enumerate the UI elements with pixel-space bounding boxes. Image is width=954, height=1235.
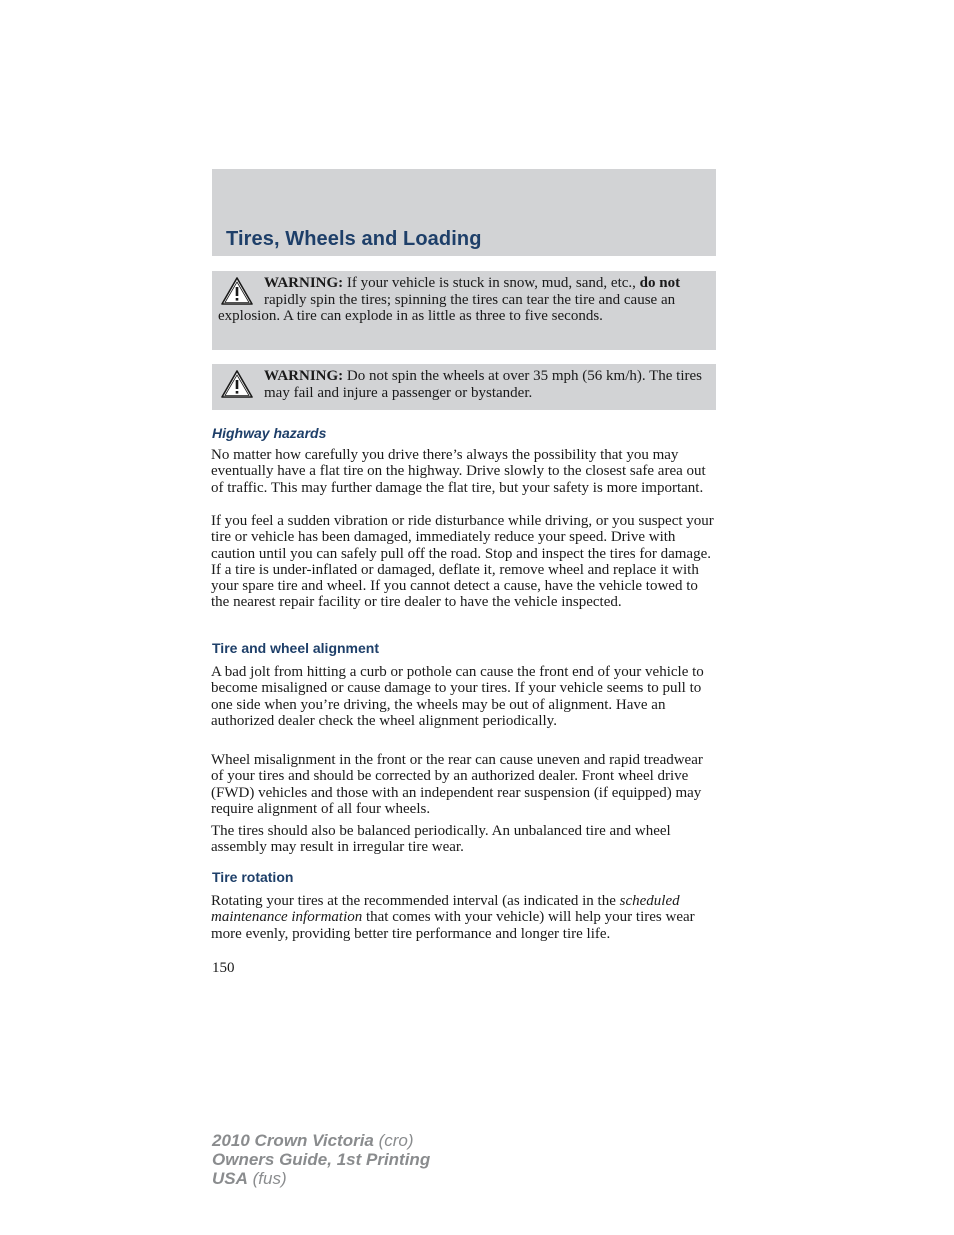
footer-market: USA [212,1169,248,1188]
footer-line [212,1169,430,1188]
paragraph: The tires should also be balanced periodically. An unbalanced tire and wheel assembly may result in irregular tire wear. [211,823,671,856]
paragraph [211,893,717,942]
footer-print-info [212,1131,430,1188]
rotation-text-part: Rotating your tires at the recommended interval (as indicated in the [211,893,620,909]
page-number: 150 [212,960,235,976]
warning-text-part: rapidly spin the tires; spinning the tires can tear the tire and cause an explosion. A tire can explode in as little as three to five seconds. [218,291,676,324]
footer-line: Owners Guide, 1st Printing [212,1150,431,1169]
footer-code: (cro) [373,1131,414,1150]
rotation-italic-reference: scheduled maintenance information [211,893,680,926]
paragraph: A bad jolt from hitting a curb or pothole can cause the front end of your vehicle to become misaligned or cause damage to your tires. If your vehicle seems to pull to one side when you’re driving, the wheels may be out of alignment. Have an authorized dealer check the wheel alignment periodically. [211,664,704,729]
warning-text-part: If your vehicle is stuck in snow, mud, sand, etc., [343,275,640,291]
section-header [212,169,716,256]
heading-tire-rotation: Tire rotation [212,869,294,885]
heading-tire-alignment: Tire and wheel alignment [212,640,380,656]
page-title: Tires, Wheels and Loading [226,228,482,250]
footer-code: (fus) [247,1169,287,1188]
warning-text [218,368,710,401]
rotation-text-part: that comes with your vehicle) will help your tires wear more evenly, providing better tire performance and longer tire life. [211,909,695,942]
paragraph: If you feel a sudden vibration or ride disturbance while driving, or you suspect your tire or vehicle has been damaged, immediately reduce your speed. Drive with caution until you can safely pull off the road. Stop and inspect the tires for damage. If a tire is under-inflated or damaged, deflate it, remove wheel and replace it with your spare tire and wheel. If you cannot detect a cause, have the vehicle towed to the nearest repair facility or tire dealer to have the vehicle inspected. [211,513,714,611]
footer-model: 2010 Crown Victoria [212,1131,374,1150]
warning-box [212,271,716,350]
warning-triangle-icon [220,276,254,306]
footer-line [212,1131,430,1150]
warning-emphasis: do not [639,275,681,291]
warning-text-part: Do not spin the wheels at over 35 mph (56 km/h). The tires may fail and injure a passenger or bystander. [264,368,702,401]
warning-box [212,364,716,410]
warning-label: WARNING: [264,275,344,291]
warning-text [218,275,710,325]
paragraph: Wheel misalignment in the front or the rear can cause uneven and rapid treadwear of your tires and should be corrected by an authorized dealer. Front wheel drive (FWD) vehicles and those with an independent rear suspension (if equipped) may require alignment of all four wheels. [211,752,703,817]
warning-label: WARNING: [264,368,344,384]
paragraph: No matter how carefully you drive there’s always the possibility that you may eventually have a flat tire on the highway. Drive slowly to the closest safe area out of traffic. This may further damage the flat tire, but your safety is more important. [211,447,706,496]
heading-highway-hazards: Highway hazards [212,425,327,441]
warning-triangle-icon [220,369,254,399]
